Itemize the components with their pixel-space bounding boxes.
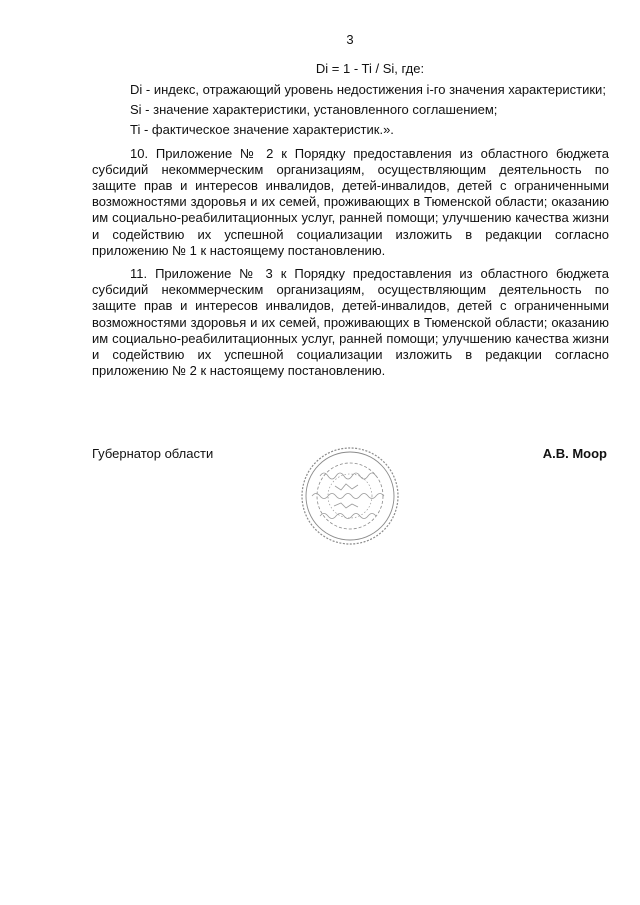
item-11: 11. Приложение № 3 к Порядку предоставления из областного бюджета субсидий некоммерческим организациям, осуществляющим деятельность по защите прав и интересов инвалидов, детей-инвалидов, детей с ограниченными возможностями здоровья и их семей, проживающих в Тюменской области; оказанию им социально-реабилитационных услуг, ранней помощи; улучшению качества жизни и содействию их успешной социализации изложить в редакции согласно приложению № 2 к настоящему постановлению. [92, 266, 609, 379]
signatory-name: А.В. Моор [542, 446, 607, 461]
formula: Di = 1 - Ti / Si, где: [315, 61, 425, 76]
signatory-title: Губернатор области [92, 446, 214, 461]
page-number: 3 [346, 32, 354, 47]
official-seal-icon [300, 446, 400, 546]
document-body [92, 82, 609, 384]
item-10: 10. Приложение № 2 к Порядку предоставления из областного бюджета субсидий некоммерческим организациям, осуществляющим деятельность по защите прав и интересов инвалидов, детей-инвалидов, детей с ограниченными возможностями здоровья и их семей, проживающих в Тюменской области; оказанию им социально-реабилитационных услуг, ранней помощи; улучшению качества жизни и содействию их успешной социализации изложить в редакции согласно приложению № 1 к настоящему постановлению. [92, 145, 609, 258]
definition-di: Di - индекс, отражающий уровень недостижения i-го значения характеристики; [130, 82, 606, 97]
definition-ti: Ti - фактическое значение характеристик.». [130, 122, 394, 138]
definition-si: Si - значение характеристики, установленного соглашением; [130, 102, 498, 118]
